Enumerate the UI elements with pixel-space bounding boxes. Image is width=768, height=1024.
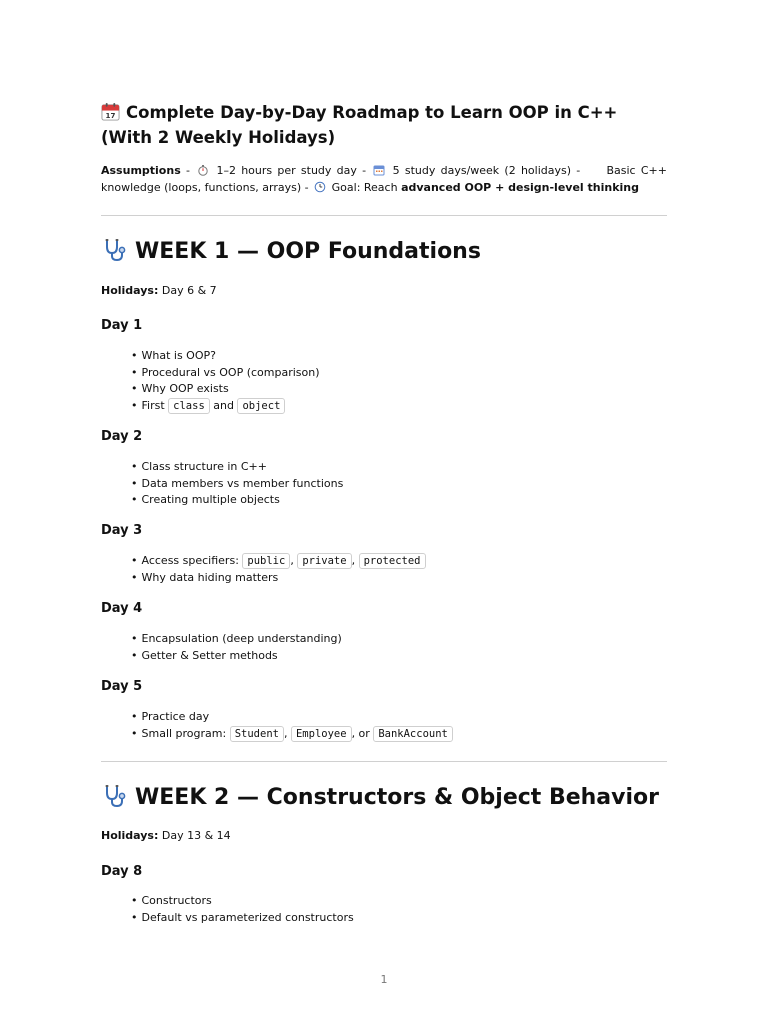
code-snippet: Student — [230, 726, 284, 742]
document-title-text: Complete Day-by-Day Roadmap to Learn OOP in C++ (With 2 Weekly Holidays) — [101, 103, 618, 147]
assumption-hours: 1–2 hours per study day — [216, 164, 357, 177]
code-snippet: protected — [359, 553, 426, 569]
code-snippet: object — [237, 398, 285, 414]
list-item: • Getter & Setter methods — [131, 648, 342, 665]
calendar-icon — [101, 102, 120, 121]
day2-list — [131, 459, 343, 509]
day-heading: Day 5 — [101, 679, 143, 694]
list-item: • Creating multiple objects — [131, 492, 343, 509]
code-snippet: Employee — [291, 726, 352, 742]
list-item: • Procedural vs OOP (comparison) — [131, 365, 320, 382]
week1-holidays — [101, 284, 217, 298]
list-item: • Encapsulation (deep understanding) — [131, 631, 342, 648]
assumptions-label: Assumptions — [101, 164, 181, 177]
list-item — [131, 398, 320, 415]
list-item: • Data members vs member functions — [131, 476, 343, 493]
list-item — [131, 553, 426, 570]
holidays-label: Holidays: — [101, 829, 159, 842]
day-heading: Day 4 — [101, 601, 143, 616]
week1-title-text: WEEK 1 — OOP Foundations — [135, 239, 481, 264]
item-text: Small program: — [141, 726, 230, 740]
day-heading: Day 1 — [101, 318, 143, 333]
list-item: • Constructors — [131, 893, 354, 910]
item-text: , — [290, 554, 298, 567]
item-text: Access specifiers: — [141, 554, 243, 567]
list-item: • Why OOP exists — [131, 381, 320, 398]
clock-icon — [314, 181, 326, 193]
calendar-small-icon — [373, 164, 385, 176]
stethoscope-icon — [101, 783, 127, 809]
item-text: , — [351, 554, 359, 567]
day-heading: Day 3 — [101, 523, 143, 538]
week2-title-text: WEEK 2 — Constructors & Object Behavior — [135, 785, 659, 810]
list-item: • Why data hiding matters — [131, 570, 426, 587]
code-snippet: BankAccount — [373, 726, 453, 742]
stopwatch-icon — [197, 164, 209, 176]
list-item: • Default vs parameterized constructors — [131, 910, 354, 927]
code-snippet: class — [168, 398, 210, 414]
assumption-goal: advanced OOP + design-level thinking — [401, 180, 639, 194]
week1-heading — [101, 237, 667, 266]
separator: - — [356, 164, 372, 177]
assumptions-paragraph — [101, 163, 667, 196]
week2-heading — [101, 783, 667, 812]
section-divider — [101, 215, 667, 216]
day5-list — [131, 709, 453, 742]
day4-list — [131, 631, 342, 664]
day-heading: Day 2 — [101, 429, 143, 444]
assumption-goal-prefix: Goal: Reach — [331, 180, 402, 194]
svg-text:17: 17 — [105, 111, 116, 121]
assumption-knowledge: Basic C++ knowledge (loops, functions, arrays) — [101, 164, 667, 194]
holidays-value: Day 6 & 7 — [158, 284, 217, 297]
holidays-value: Day 13 & 14 — [158, 829, 231, 842]
separator: - — [571, 164, 586, 177]
stethoscope-icon — [101, 237, 127, 263]
day1-list — [131, 348, 320, 415]
item-text: , — [283, 726, 291, 740]
holidays-label: Holidays: — [101, 284, 159, 297]
list-item: • Class structure in C++ — [131, 459, 343, 476]
item-text: First — [141, 399, 169, 413]
list-item: • What is OOP? — [131, 348, 320, 365]
day-heading: Day 8 — [101, 864, 143, 879]
list-item — [131, 726, 453, 743]
day8-list — [131, 893, 354, 926]
section-divider — [101, 761, 667, 762]
item-text: and — [209, 399, 238, 413]
week2-holidays — [101, 829, 231, 843]
code-snippet: private — [297, 553, 351, 569]
assumption-days: 5 study days/week (2 holidays) — [392, 164, 572, 177]
code-snippet: public — [242, 553, 290, 569]
day3-list — [131, 553, 426, 586]
document-title — [101, 100, 667, 150]
item-text: , or — [351, 726, 374, 740]
list-item: • Practice day — [131, 709, 453, 726]
page-number: 1 — [380, 973, 388, 986]
separator: - — [180, 164, 196, 177]
separator: - — [301, 180, 313, 194]
